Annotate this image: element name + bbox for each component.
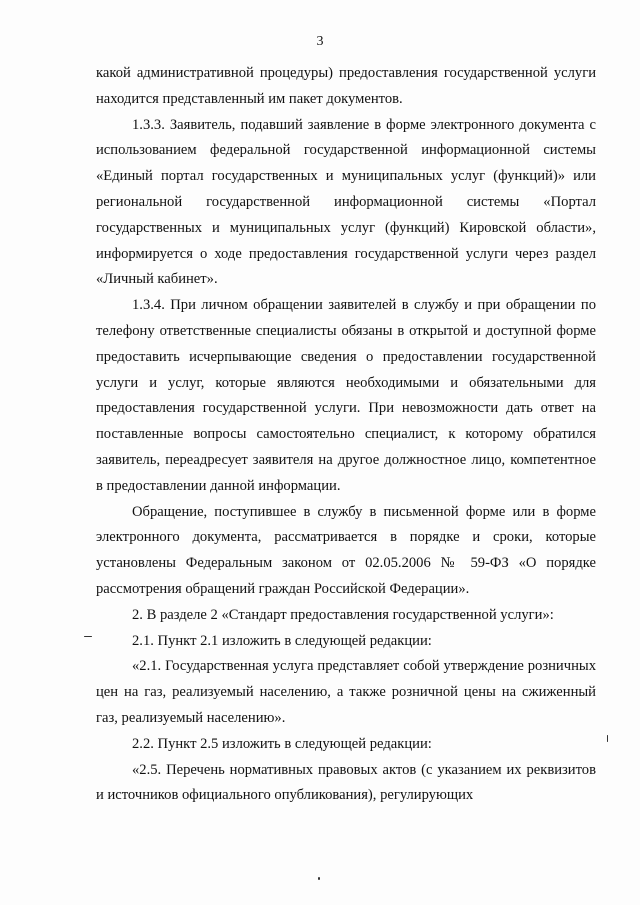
paragraph-2-1-heading: 2.1. Пункт 2.1 изложить в следующей редакции: xyxy=(132,632,432,649)
paragraph-procedure-continuation: какой административной процедуры) предоставления государственной услуги находится представленный им пакет документов. xyxy=(96,65,596,107)
paragraph-2-5-text: «2.5. Перечень нормативных правовых актов (с указанием их реквизитов и источников официального опубликования), регулирующих xyxy=(96,761,596,804)
document-body xyxy=(96,61,596,809)
paragraph-1-3-4: 1.3.4. При личном обращении заявителей в службу и при обращении по телефону ответственные специалисты обязаны в открытой и доступной форме предоставить исчерпывающие сведения о предоставлении государственной услуги и услуг, которые являются необходимыми и обязательными для предоставления государственной услуги. При невозможности дать ответ на поставленные вопросы самостоятельно специалист, к которому обратился заявитель, переадресует заявителя на другое должностное лицо, компетентное в предоставлении данной информации. xyxy=(96,297,596,494)
scan-mark xyxy=(318,877,320,880)
paragraph-written-appeal: Обращение, поступившее в службу в письменной форме или в форме электронного документа, рассматривается в порядке и сроки, которые установлены Федеральным законом от 02.05.2006 № 59-ФЗ «О порядке рассмотрения обращений граждан Российской Федерации». xyxy=(96,503,596,597)
paragraph-1-3-3: 1.3.3. Заявитель, подавший заявление в форме электронного документа с использованием федеральной государственной информационной системы «Единый портал государственных и муниципальных услуг (функций)» или региональной государственной информационной системы «Портал государственных и муниципальных услуг (функций) Кировской области», информируется о ходе предоставления государственной услуги через раздел «Личный кабинет». xyxy=(96,116,596,288)
scan-mark xyxy=(607,735,608,742)
scan-mark xyxy=(84,636,92,637)
paragraph-section-2: 2. В разделе 2 «Стандарт предоставления государственной услуги»: xyxy=(132,606,554,623)
paragraph-2-5-heading: 2.2. Пункт 2.5 изложить в следующей редакции: xyxy=(132,735,432,752)
paragraph-2-1-text: «2.1. Государственная услуга представляет собой утверждение розничных цен на газ, реализуемый населению, а также розничной цены на сжиженный газ, реализуемый населению». xyxy=(96,658,596,726)
page-number: 3 xyxy=(316,34,324,49)
